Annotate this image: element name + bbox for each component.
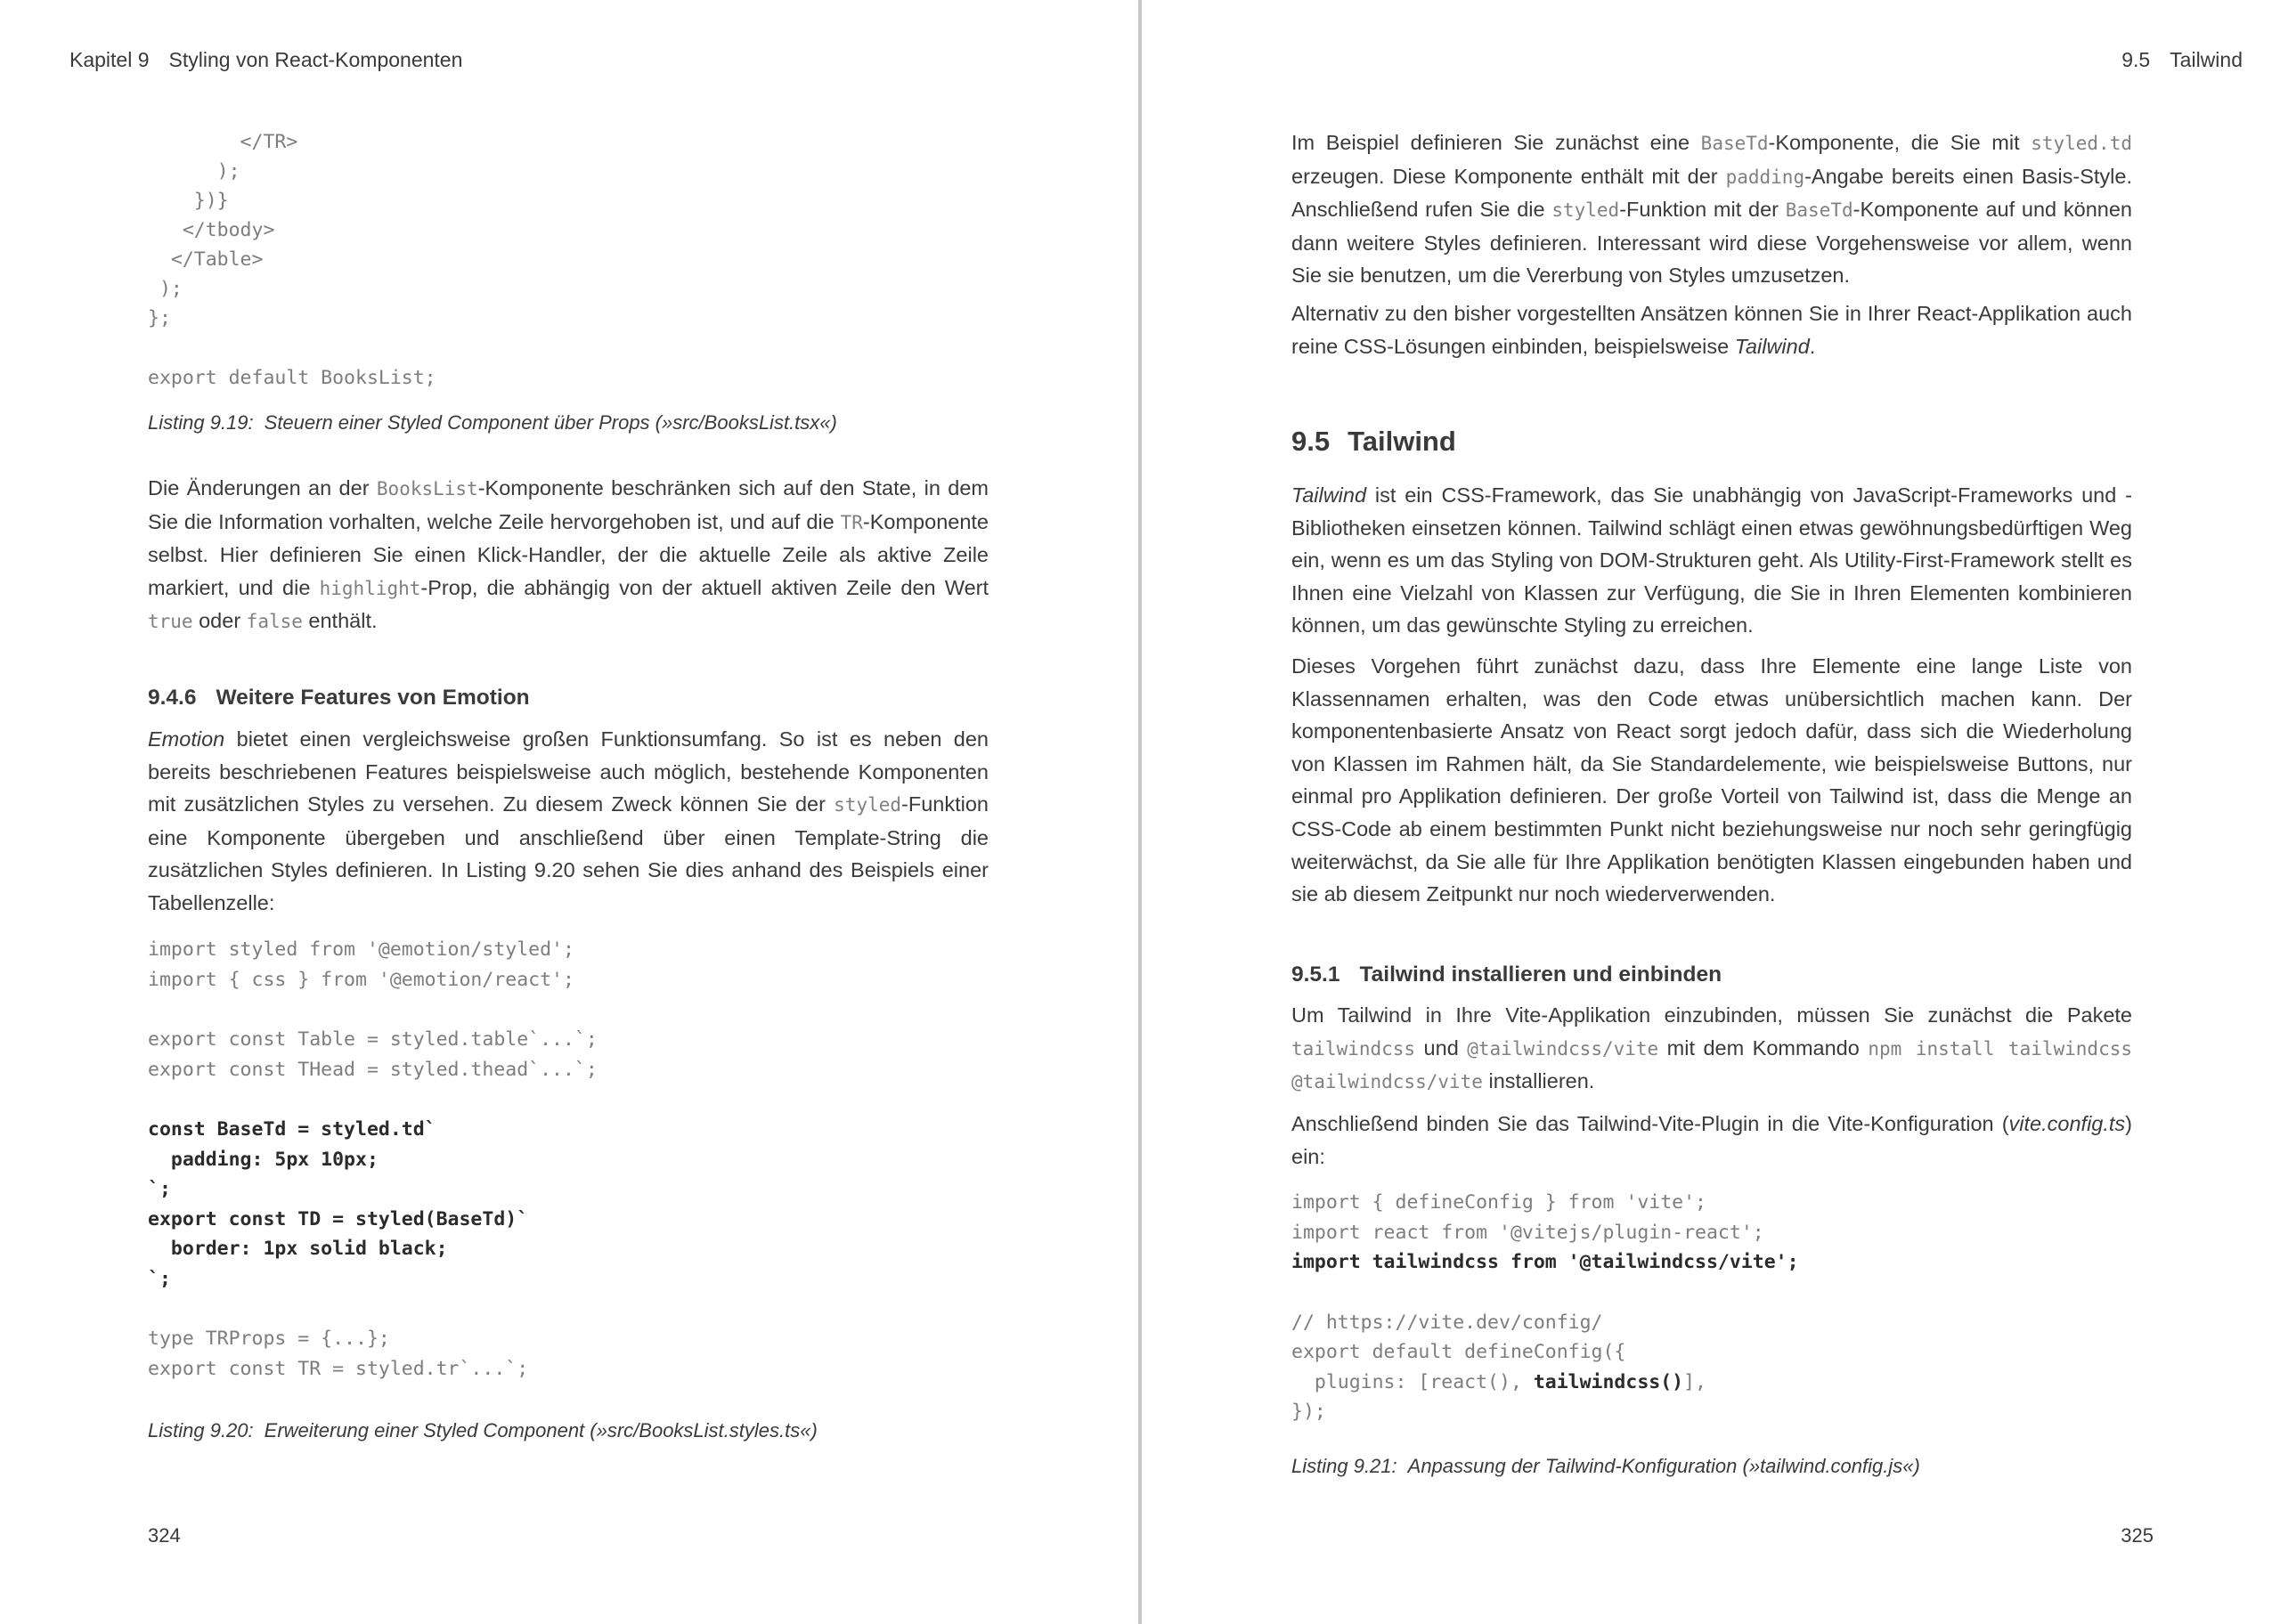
listing-caption-9-20 [148,1419,818,1442]
code-block-top [148,127,297,333]
section-label: 9.5 [2121,48,2151,71]
listing-label: Listing 9.21: [1291,1455,1397,1477]
listing-label: Listing 9.20: [148,1419,254,1441]
code-line: ); [148,278,183,300]
paragraph-tailwind-install: Um Tailwind in Ihre Vite-Applikation einzubinden, müssen Sie zunächst die Pakete tailwindcss und @tailwindcss/vite mit dem Kommando npm install tailwindcss @tailwindcss/vite installieren. [1291,1003,2132,1093]
code-block-vite-config [1291,1188,1799,1427]
code-line: import tailwindcss from '@tailwindcss/vite'; [1291,1251,1799,1273]
right-page [1142,0,2280,1624]
code-line: padding: 5px 10px; [148,1148,379,1171]
listing-label: Listing 9.19: [148,411,254,434]
code-line: </TR> [148,131,298,153]
code-line: }); [1291,1401,1326,1423]
heading-9-5-1: 9.5.1 Tailwind installieren und einbinden [1291,962,1722,987]
heading-9-5: 9.5 Tailwind [1291,426,1456,457]
paragraph-emotion-features: Emotion bietet einen vergleichsweise großen Funktionsumfang. So ist es neben den bereits beschriebenen Features beispielsweise auch möglich, bestehende Komponenten mit zusätzlichen Styles zu versehen. Zu diesem Zweck können Sie der styled-Funktion eine Komponente übergeben und anschließend über einen Template-String die zusätzlichen Styles definieren. In Listing 9.20 sehen Sie dies anhand des Beispiels einer Tabellenzelle: [148,727,989,914]
code-line: // https://vite.dev/config/ [1291,1311,1603,1334]
code-line: type TRProps = {...}; [148,1328,390,1350]
code-line: </Table> [148,248,264,271]
code-line: import styled from '@emotion/styled'; [148,938,574,961]
paragraph-bookslist-changes: Die Änderungen an der BooksList-Komponente beschränken sich auf den State, in dem Sie die Information vorhalten, welche Zeile hervorgehoben ist, und auf die TR-Komponente selbst. Hier definieren Sie einen Klick-Handler, der die aktuelle Zeile als aktive Zeile markiert, und die highlight-Prop, die abhängig von der aktuell aktiven Zeile den Wert true oder false enthält. [148,476,989,633]
code-line: import { defineConfig } from 'vite'; [1291,1191,1706,1214]
paragraph-vite-plugin: Anschließend binden Sie das Tailwind-Vite-Plugin in die Vite-Konfiguration (vite.config.ts) ein: [1291,1112,2132,1168]
listing-text: Steuern einer Styled Component über Props (»src/BooksList.tsx«) [264,411,837,434]
page-number-left: 324 [148,1524,181,1547]
code-line: `; [148,1267,171,1290]
code-line: import react from '@vitejs/plugin-react'; [1291,1221,1764,1244]
code-line: export default defineConfig({ [1291,1341,1626,1363]
chapter-label: Kapitel 9 [69,48,150,71]
listing-caption-9-19 [148,411,837,434]
code-line: border: 1px solid black; [148,1238,448,1260]
code-line: </tbody> [148,219,275,241]
code-line: }; [148,307,171,329]
left-page [0,0,1138,1624]
listing-caption-9-21 [1291,1455,1920,1478]
paragraph-basetd-example: Im Beispiel definieren Sie zunächst eine BaseTd-Komponente, die Sie mit styled.td erzeugen. Diese Komponente enthält mit der padding-Angabe bereits einen Basis-Style. Anschließend rufen Sie die styled-Funktion mit der BaseTd-Komponente auf und können dann weitere Styles definieren. Interessant wird diese Vorgehensweise vor allem, wenn Sie sie benutzen, um die Vererbung von Styles umzusetzen. [1291,131,2132,288]
page-number-right: 325 [2121,1524,2154,1547]
code-line: export const Table = styled.table`...`; [148,1028,598,1051]
code-line: export const THead = styled.thead`...`; [148,1058,598,1081]
paragraph-tailwind-intro: Tailwind ist ein CSS-Framework, das Sie unabhängig von JavaScript-Frameworks und -Bibliotheken einsetzen können. Tailwind schlägt einen etwas gewöhnungsbedürftigen Weg ein, wenn es um das Styling von DOM-Strukturen geht. Als Utility-First-Framework stellt es Ihnen eine Vielzahl von Klassen zur Verfügung, die Sie in Ihren Elementen kombinieren können, um das gewünschte Styling zu erreichen. [1291,483,2132,637]
code-line: const BaseTd = styled.td` [148,1118,436,1141]
listing-text: Erweiterung einer Styled Component (»src/BooksList.styles.ts«) [264,1419,818,1441]
paragraph-tailwind-approach: Dieses Vorgehen führt zunächst dazu, dass Ihre Elemente eine lange Liste von Klassennamen erhalten, was den Code etwas unübersichtlich machen kann. Der komponentenbasierte Ansatz von React sorgt jedoch dafür, dass sich die Wiederholung von Klassen im Rahmen hält, da Sie Standardelemente, wie beispielsweise Buttons, nur einmal pro Applikation definieren. Der große Vorteil von Tailwind ist, dass die Menge an CSS-Code ab einem bestimmten Punkt nicht beziehungsweise nur noch sehr geringfügig weiterwächst, da Sie alle für Ihre Applikation benötigten Klassen eingebunden haben und sie ab diesem Zeitpunkt nur noch wiederverwenden. [1291,654,2132,906]
code-line: plugins: [react(), tailwindcss()], [1291,1370,1706,1393]
code-line: export const TR = styled.tr`...`; [148,1357,529,1380]
heading-9-4-6: 9.4.6 Weitere Features von Emotion [148,686,530,710]
paragraph-css-alternatives: Alternativ zu den bisher vorgestellten Ansätzen können Sie in Ihrer React-Applikation auch reine CSS-Lösungen einbinden, beispielsweise Tailwind. [1291,302,2132,358]
code-export-line: export default BooksList; [148,367,436,389]
section-title: Tailwind [2170,48,2243,71]
code-line: import { css } from '@emotion/react'; [148,968,574,991]
chapter-title: Styling von React-Komponenten [168,48,463,71]
code-line: })} [148,190,229,212]
code-block-styles [148,935,598,1384]
code-line: ); [148,160,240,183]
running-head-right [2121,48,2243,72]
listing-text: Anpassung der Tailwind-Konfiguration (»tailwind.config.js«) [1407,1455,1920,1477]
running-head-left [69,48,462,72]
code-line: `; [148,1178,171,1200]
code-line: export const TD = styled(BaseTd)` [148,1207,529,1230]
